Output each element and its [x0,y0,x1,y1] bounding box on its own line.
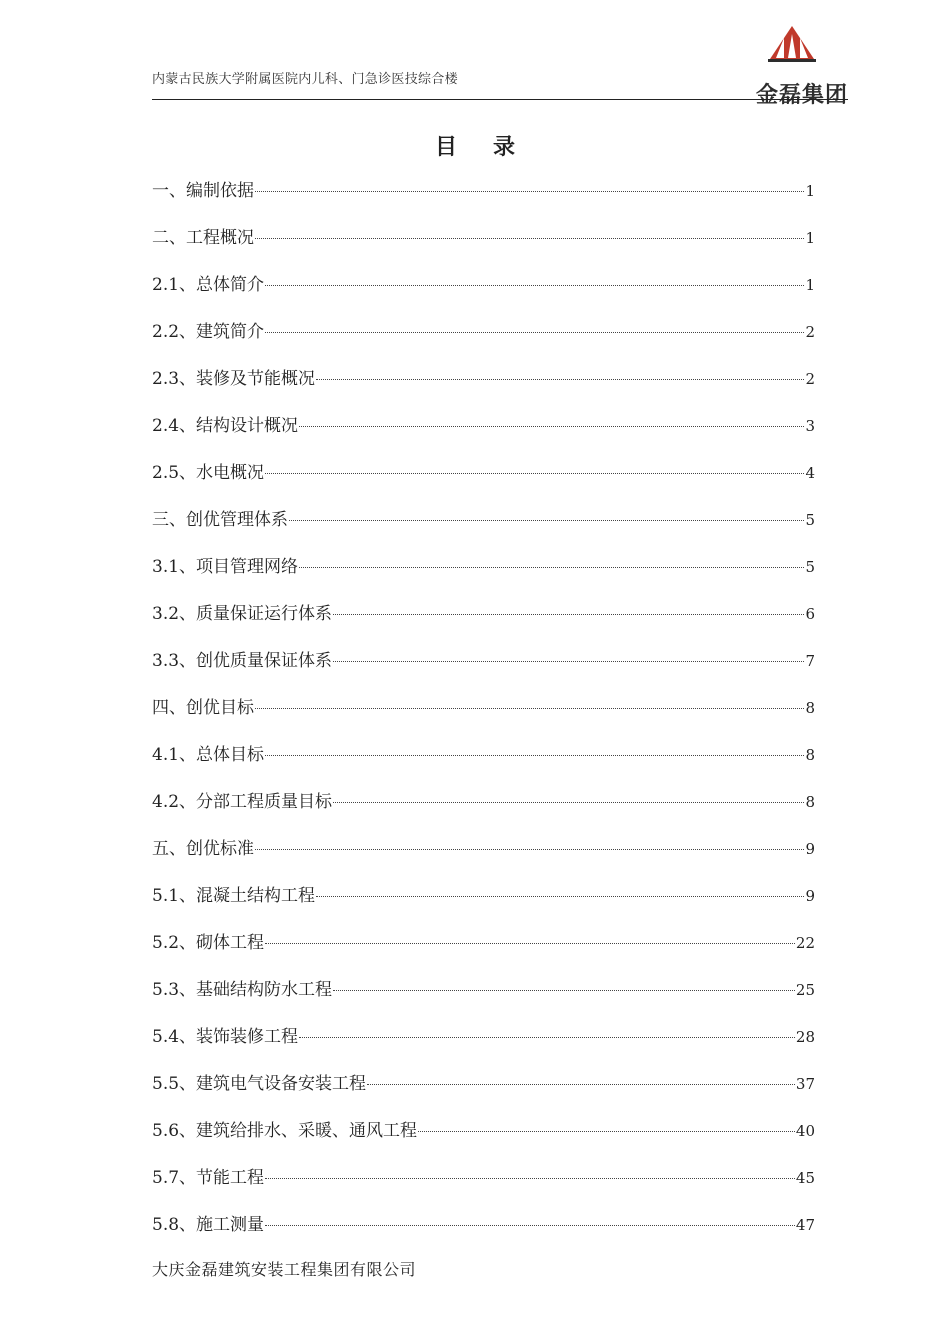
toc-entry-page: 37 [795,1075,815,1093]
toc-leader-dots [265,285,804,286]
toc-entry-page: 40 [795,1122,815,1140]
toc-entry[interactable] [152,975,815,1022]
toc-leader-dots [299,567,804,568]
toc-entry-page: 1 [805,276,815,294]
toc-entry[interactable] [152,646,815,693]
toc-leader-dots [255,708,804,709]
toc-leader-dots [265,1178,795,1179]
toc-leader-dots [289,520,804,521]
table-of-contents [152,176,815,1257]
toc-entry-label: 4.2、分部工程质量目标 [152,792,333,812]
toc-entry-page: 28 [795,1028,815,1046]
toc-leader-dots [418,1131,795,1132]
toc-entry-label: 5.5、建筑电气设备安装工程 [152,1074,367,1094]
toc-leader-dots [265,473,804,474]
toc-leader-dots [316,896,804,897]
toc-entry-label: 四、创优目标 [152,698,254,718]
toc-leader-dots [265,755,804,756]
toc-entry-label: 2.1、总体简介 [152,275,265,295]
toc-entry[interactable] [152,458,815,505]
toc-entry-label: 一、编制依据 [152,181,254,201]
logo-emblem-icon [764,24,820,64]
toc-entry[interactable] [152,317,815,364]
toc-title: 目录 [434,135,551,160]
toc-entry-page: 47 [795,1216,815,1234]
toc-entry-label: 2.3、装修及节能概况 [152,369,316,389]
toc-entry-label: 5.8、施工测量 [152,1215,265,1235]
toc-leader-dots [333,661,804,662]
page-header [152,20,848,108]
toc-entry-label: 5.7、节能工程 [152,1168,265,1188]
toc-entry[interactable] [152,1163,815,1210]
toc-leader-dots [316,379,804,380]
toc-entry[interactable] [152,928,815,975]
toc-entry-label: 2.4、结构设计概况 [152,416,299,436]
toc-entry-label: 3.2、质量保证运行体系 [152,604,333,624]
toc-entry-page: 5 [805,511,815,529]
toc-entry-page: 8 [805,793,815,811]
toc-entry[interactable] [152,505,815,552]
toc-entry[interactable] [152,1116,815,1163]
toc-leader-dots [255,238,804,239]
toc-leader-dots [255,191,804,192]
toc-entry[interactable] [152,1022,815,1069]
toc-entry-page: 1 [805,182,815,200]
toc-entry-page: 3 [805,417,815,435]
toc-entry-label: 4.1、总体目标 [152,745,265,765]
toc-entry[interactable] [152,599,815,646]
toc-entry-label: 3.3、创优质量保证体系 [152,651,333,671]
toc-entry-page: 2 [805,370,815,388]
toc-entry-page: 8 [805,746,815,764]
toc-entry-label: 2.2、建筑简介 [152,322,265,342]
toc-entry-label: 三、创优管理体系 [152,510,288,530]
toc-entry[interactable] [152,176,815,223]
toc-entry-page: 9 [805,840,815,858]
toc-entry-label: 5.2、砌体工程 [152,933,265,953]
header-title: 内蒙古民族大学附属医院内儿科、门急诊医技综合楼 [152,72,458,87]
toc-leader-dots [265,943,795,944]
toc-entry-page: 2 [805,323,815,341]
toc-entry-label: 5.1、混凝土结构工程 [152,886,316,906]
logo-text: 金磊集团 [755,83,848,108]
toc-entry[interactable] [152,1069,815,1116]
toc-entry[interactable] [152,552,815,599]
toc-entry-page: 4 [805,464,815,482]
toc-entry-page: 7 [805,652,815,670]
toc-entry-page: 9 [805,887,815,905]
toc-entry[interactable] [152,411,815,458]
toc-entry-label: 3.1、项目管理网络 [152,557,299,577]
toc-leader-dots [333,990,795,991]
company-logo [736,24,848,108]
toc-entry-page: 22 [795,934,815,952]
toc-entry-label: 二、工程概况 [152,228,254,248]
toc-entry[interactable] [152,1210,815,1257]
header-divider [152,99,848,100]
toc-entry-page: 45 [795,1169,815,1187]
toc-entry-page: 1 [805,229,815,247]
toc-entry[interactable] [152,787,815,834]
toc-leader-dots [333,802,804,803]
toc-entry[interactable] [152,881,815,928]
toc-entry[interactable] [152,740,815,787]
toc-entry-label: 5.3、基础结构防水工程 [152,980,333,1000]
toc-entry-page: 8 [805,699,815,717]
footer-company: 大庆金磊建筑安装工程集团有限公司 [152,1260,417,1279]
toc-leader-dots [367,1084,795,1085]
toc-entry-label: 5.4、装饰装修工程 [152,1027,299,1047]
toc-leader-dots [299,426,804,427]
toc-entry[interactable] [152,270,815,317]
toc-entry[interactable] [152,364,815,411]
toc-entry[interactable] [152,223,815,270]
toc-leader-dots [333,614,804,615]
toc-leader-dots [299,1037,795,1038]
toc-entry-page: 25 [795,981,815,999]
toc-entry[interactable] [152,834,815,881]
toc-entry-label: 2.5、水电概况 [152,463,265,483]
toc-leader-dots [265,1225,795,1226]
toc-entry-page: 6 [805,605,815,623]
toc-entry-label: 5.6、建筑给排水、采暖、通风工程 [152,1121,418,1141]
toc-leader-dots [265,332,804,333]
toc-entry-page: 5 [805,558,815,576]
toc-entry-label: 五、创优标准 [152,839,254,859]
toc-leader-dots [255,849,804,850]
toc-entry[interactable] [152,693,815,740]
